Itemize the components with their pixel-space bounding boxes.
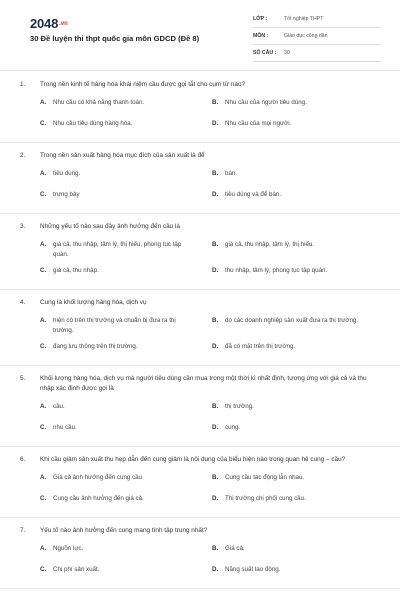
answer-option[interactable] (212, 544, 372, 554)
answer-option[interactable] (212, 494, 372, 504)
option-text: giá cả, thu nhập. (53, 267, 99, 274)
meta-key: MÔN : (253, 33, 269, 39)
option-letter: C. (40, 424, 47, 431)
question-number: 2. (20, 152, 26, 159)
option-text: Cung cầu tác động lẫn nhau. (225, 474, 305, 481)
answer-option[interactable] (40, 316, 190, 336)
option-text: Giá cả. (225, 545, 245, 552)
answer-option[interactable] (212, 316, 372, 326)
question-stem (0, 151, 400, 161)
answer-options (0, 169, 400, 211)
answer-option[interactable] (212, 402, 372, 412)
meta-row-count (253, 48, 381, 62)
option-text: Nguồn lực. (53, 545, 84, 552)
option-row (0, 98, 400, 119)
question-stem (0, 374, 400, 394)
option-letter: B. (212, 317, 219, 324)
option-text: do các doanh nghiệp sản xuất đưa ra thị trường. (225, 317, 359, 324)
option-text: hiện có trên thị trường và chuẩn bị đưa ra thị trường. (53, 317, 176, 334)
option-text: Năng suất lao động. (225, 566, 281, 573)
question-number: 5. (20, 375, 26, 382)
option-letter: A. (40, 317, 47, 324)
question-divider (0, 446, 400, 447)
meta-value: Tốt nghiệp THPT (284, 16, 324, 22)
question-divider (0, 289, 400, 290)
question-text: Những yếu tố nào sau đây ảnh hưởng đến cầu là (40, 223, 180, 230)
option-row (0, 473, 400, 494)
option-letter: C. (40, 267, 47, 274)
answer-option[interactable] (40, 494, 190, 504)
question-text: Yếu tố nào ảnh hưởng đến cung mang tính tập trung nhất? (40, 527, 208, 534)
option-text: giá cả, thu nhập, tâm lý, thị hiếu. (225, 241, 315, 248)
option-text: cung. (225, 424, 241, 431)
question-item (0, 298, 400, 366)
answer-options (0, 240, 400, 287)
option-text: đang lưu thông trên thị trường. (53, 343, 138, 350)
option-letter: A. (40, 99, 47, 106)
option-text: Cung cầu ảnh hưởng đến giá cả. (53, 495, 144, 502)
answer-options (0, 402, 400, 444)
answer-option[interactable] (212, 98, 372, 108)
question-text: Khối lượng hàng hóa, dịch vụ mà người tiêu dùng cần mua trong một thời kì nhất định, tương ứng với giá cả và thu nhập xác định được gọi là (40, 375, 367, 392)
answer-option[interactable] (212, 119, 372, 129)
answer-options (0, 98, 400, 140)
answer-option[interactable] (212, 342, 372, 352)
document-header (0, 0, 400, 62)
answer-option[interactable] (212, 423, 372, 433)
option-letter: D. (212, 267, 219, 274)
option-letter: D. (212, 424, 219, 431)
document-meta (253, 14, 381, 65)
option-row (0, 565, 400, 586)
answer-option[interactable] (40, 473, 190, 483)
question-divider (0, 588, 400, 589)
option-row (0, 119, 400, 140)
question-item (0, 526, 400, 589)
option-text: đã có mặt trên thị trường. (225, 343, 296, 350)
option-text: nhu cầu. (53, 424, 77, 431)
option-letter: A. (40, 545, 47, 552)
option-letter: A. (40, 170, 47, 177)
option-letter: C. (40, 343, 47, 350)
question-item (0, 374, 400, 447)
option-row (0, 190, 400, 211)
answer-option[interactable] (40, 402, 190, 412)
option-row (0, 342, 400, 363)
answer-option[interactable] (212, 169, 372, 179)
option-row (0, 316, 400, 342)
option-row (0, 544, 400, 565)
option-row (0, 423, 400, 444)
answer-option[interactable] (40, 119, 190, 129)
option-row (0, 494, 400, 515)
question-stem (0, 222, 400, 232)
option-text: bán. (225, 170, 238, 177)
option-text: Chi phí sản xuất. (53, 566, 100, 573)
option-row (0, 266, 400, 287)
option-row (0, 240, 400, 266)
option-letter: D. (212, 495, 219, 502)
question-stem (0, 526, 400, 536)
option-text: tiêu dùng và để bán. (225, 191, 282, 198)
option-letter: A. (40, 403, 47, 410)
question-text: Cung là khối lượng hàng hóa, dịch vụ (40, 299, 147, 306)
meta-key: LỚP : (253, 16, 268, 22)
question-item (0, 80, 400, 143)
question-stem (0, 80, 400, 90)
question-text: Trong nền kinh tế hàng hóa khái niệm cầu được gọi tắt cho cụm từ nào? (40, 81, 246, 88)
option-row (0, 402, 400, 423)
option-letter: B. (212, 99, 219, 106)
answer-option[interactable] (40, 240, 190, 260)
site-logo[interactable] (30, 15, 68, 33)
option-text: Thị trường chi phối cung cầu. (225, 495, 306, 502)
option-text: trưng bày (53, 191, 80, 198)
option-text: Nhu cầu của mọi người. (225, 120, 292, 127)
option-letter: C. (40, 191, 47, 198)
option-letter: C. (40, 120, 47, 127)
option-letter: D. (212, 343, 219, 350)
option-letter: C. (40, 566, 47, 573)
option-letter: B. (212, 241, 219, 248)
answer-option[interactable] (212, 240, 372, 250)
question-stem (0, 455, 400, 465)
option-letter: D. (212, 191, 219, 198)
answer-option[interactable] (40, 190, 190, 200)
document-title: 30 Đề luyện thi thpt quốc gia môn GDCD (Đề 8) (30, 34, 200, 43)
logo-suffix: .vn (59, 21, 68, 27)
answer-option[interactable] (40, 169, 190, 179)
question-divider (0, 213, 400, 214)
meta-row-class (253, 14, 381, 28)
option-text: Nhu cầu có khả năng thanh toán. (53, 99, 145, 106)
option-letter: A. (40, 474, 47, 481)
option-letter: D. (212, 120, 219, 127)
option-letter: B. (212, 545, 219, 552)
option-text: Giá cả ảnh hưởng đến cung cầu (53, 474, 143, 481)
answer-options (0, 544, 400, 586)
option-text: cầu. (53, 403, 65, 410)
question-divider (0, 142, 400, 143)
option-text: Nhu cầu tiêu dùng hàng hóa. (53, 120, 133, 127)
meta-row-subject (253, 31, 381, 45)
question-number: 6. (20, 456, 26, 463)
meta-value: Giáo dục công dân (284, 33, 328, 39)
answer-option[interactable] (40, 266, 190, 276)
answer-option[interactable] (212, 473, 372, 483)
option-row (0, 169, 400, 190)
answer-option[interactable] (212, 565, 372, 575)
meta-key: SỐ CÂU : (253, 50, 277, 56)
option-text: thu nhập, tâm lý, phong tục tập quán. (225, 267, 328, 274)
question-stem (0, 298, 400, 308)
option-text: Nhu cầu của người tiêu dùng. (225, 99, 307, 106)
answer-options (0, 316, 400, 363)
option-letter: A. (40, 241, 47, 248)
option-text: giá cả, thu nhập, tâm lý, thị hiếu, phong tục tập quán. (53, 241, 182, 258)
question-divider (0, 517, 400, 518)
answer-option[interactable] (40, 544, 190, 554)
option-letter: B. (212, 170, 219, 177)
header-divider (0, 70, 400, 71)
question-divider (0, 365, 400, 366)
answer-option[interactable] (40, 98, 190, 108)
question-number: 3. (20, 223, 26, 230)
answer-option[interactable] (40, 565, 190, 575)
question-item (0, 455, 400, 518)
question-text: Trong nền sản xuất hàng hóa mục đích của sản xuất là để (40, 152, 205, 159)
question-number: 7. (20, 527, 26, 534)
question-text: Khi cầu giảm sản xuất thu hẹp dẫn đến cung giảm là nội dung của biểu hiện nào trong quan hệ cung – cầu? (40, 456, 346, 463)
option-text: tiêu dùng. (53, 170, 81, 177)
answer-option[interactable] (212, 266, 372, 276)
meta-value: 30 (284, 50, 290, 56)
logo-main: 2048 (30, 16, 59, 31)
option-letter: B. (212, 474, 219, 481)
option-letter: B. (212, 403, 219, 410)
option-letter: D. (212, 566, 219, 573)
answer-option[interactable] (40, 423, 190, 433)
answer-option[interactable] (40, 342, 190, 352)
answer-options (0, 473, 400, 515)
option-text: thị trường. (225, 403, 254, 410)
option-letter: C. (40, 495, 47, 502)
question-number: 1. (20, 81, 26, 88)
question-item (0, 151, 400, 214)
question-list (0, 80, 400, 597)
question-number: 4. (20, 299, 26, 306)
question-item (0, 222, 400, 290)
answer-option[interactable] (212, 190, 372, 200)
